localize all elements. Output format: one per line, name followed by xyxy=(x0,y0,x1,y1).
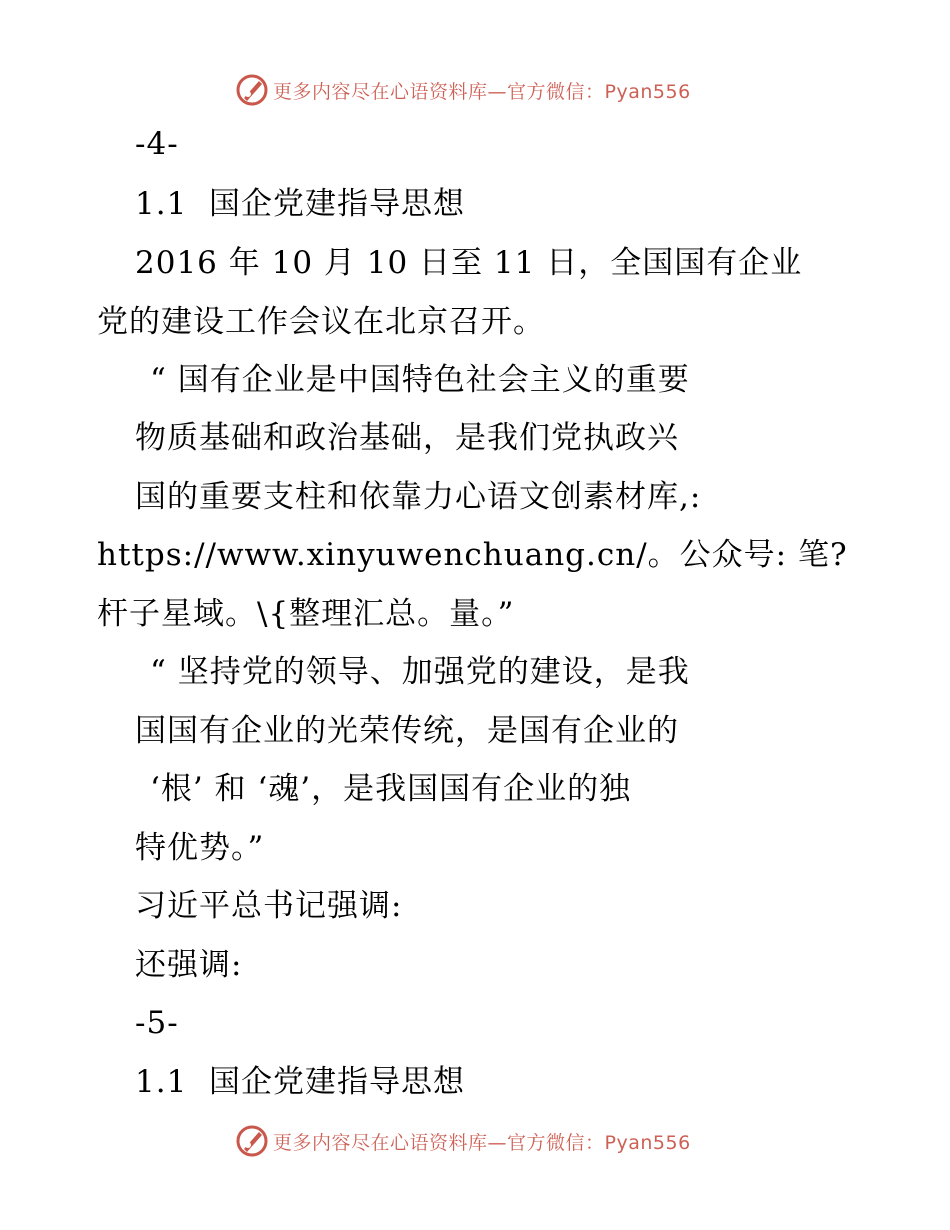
page-number-5: -5- xyxy=(135,1005,179,1041)
section-heading: 1.1 国企党建指导思想 xyxy=(135,186,466,222)
quote-text-line: “ 坚持党的领导、加强党的建设，是我 xyxy=(150,654,690,690)
quote-text-line: 物质基础和政治基础，是我们党执政兴 xyxy=(135,420,679,456)
watermark-footer xyxy=(235,1123,691,1159)
watermark-text: 更多内容尽在心语资料库—官方微信：Pyan556 xyxy=(273,1131,691,1154)
body-text-line: 还强调: xyxy=(135,947,243,983)
section-heading: 1.1 国企党建指导思想 xyxy=(135,1064,466,1100)
body-text-line: 杆子星域。\{整理汇总。量。” xyxy=(97,596,515,632)
pen-logo-icon xyxy=(235,73,269,107)
quote-text-line: “ 国有企业是中国特色社会主义的重要 xyxy=(150,362,690,398)
quote-text-line: 特优势。” xyxy=(135,830,265,866)
pen-logo-icon xyxy=(235,1124,269,1158)
quote-text-line: ‘根’ 和 ‘魂’，是我国国有企业的独 xyxy=(150,771,632,807)
watermark-header xyxy=(235,72,691,108)
url-text-line: https://www.xinyuwenchuang.cn/。公众号: 笔? xyxy=(97,537,848,573)
body-text-line: 2016 年 10 月 10 日至 11 日，全国国有企业 xyxy=(135,245,803,281)
watermark-text: 更多内容尽在心语资料库—官方微信：Pyan556 xyxy=(273,80,691,103)
body-text-line: 党的建设工作会议在北京召开。 xyxy=(97,304,545,340)
body-text-line: 习近平总书记强调: xyxy=(135,888,403,924)
quote-text-line: 国的重要支柱和依靠力心语文创素材库,: xyxy=(135,479,702,515)
page-number-4: -4- xyxy=(135,126,179,162)
quote-text-line: 国国有企业的光荣传统，是国有企业的 xyxy=(135,713,679,749)
